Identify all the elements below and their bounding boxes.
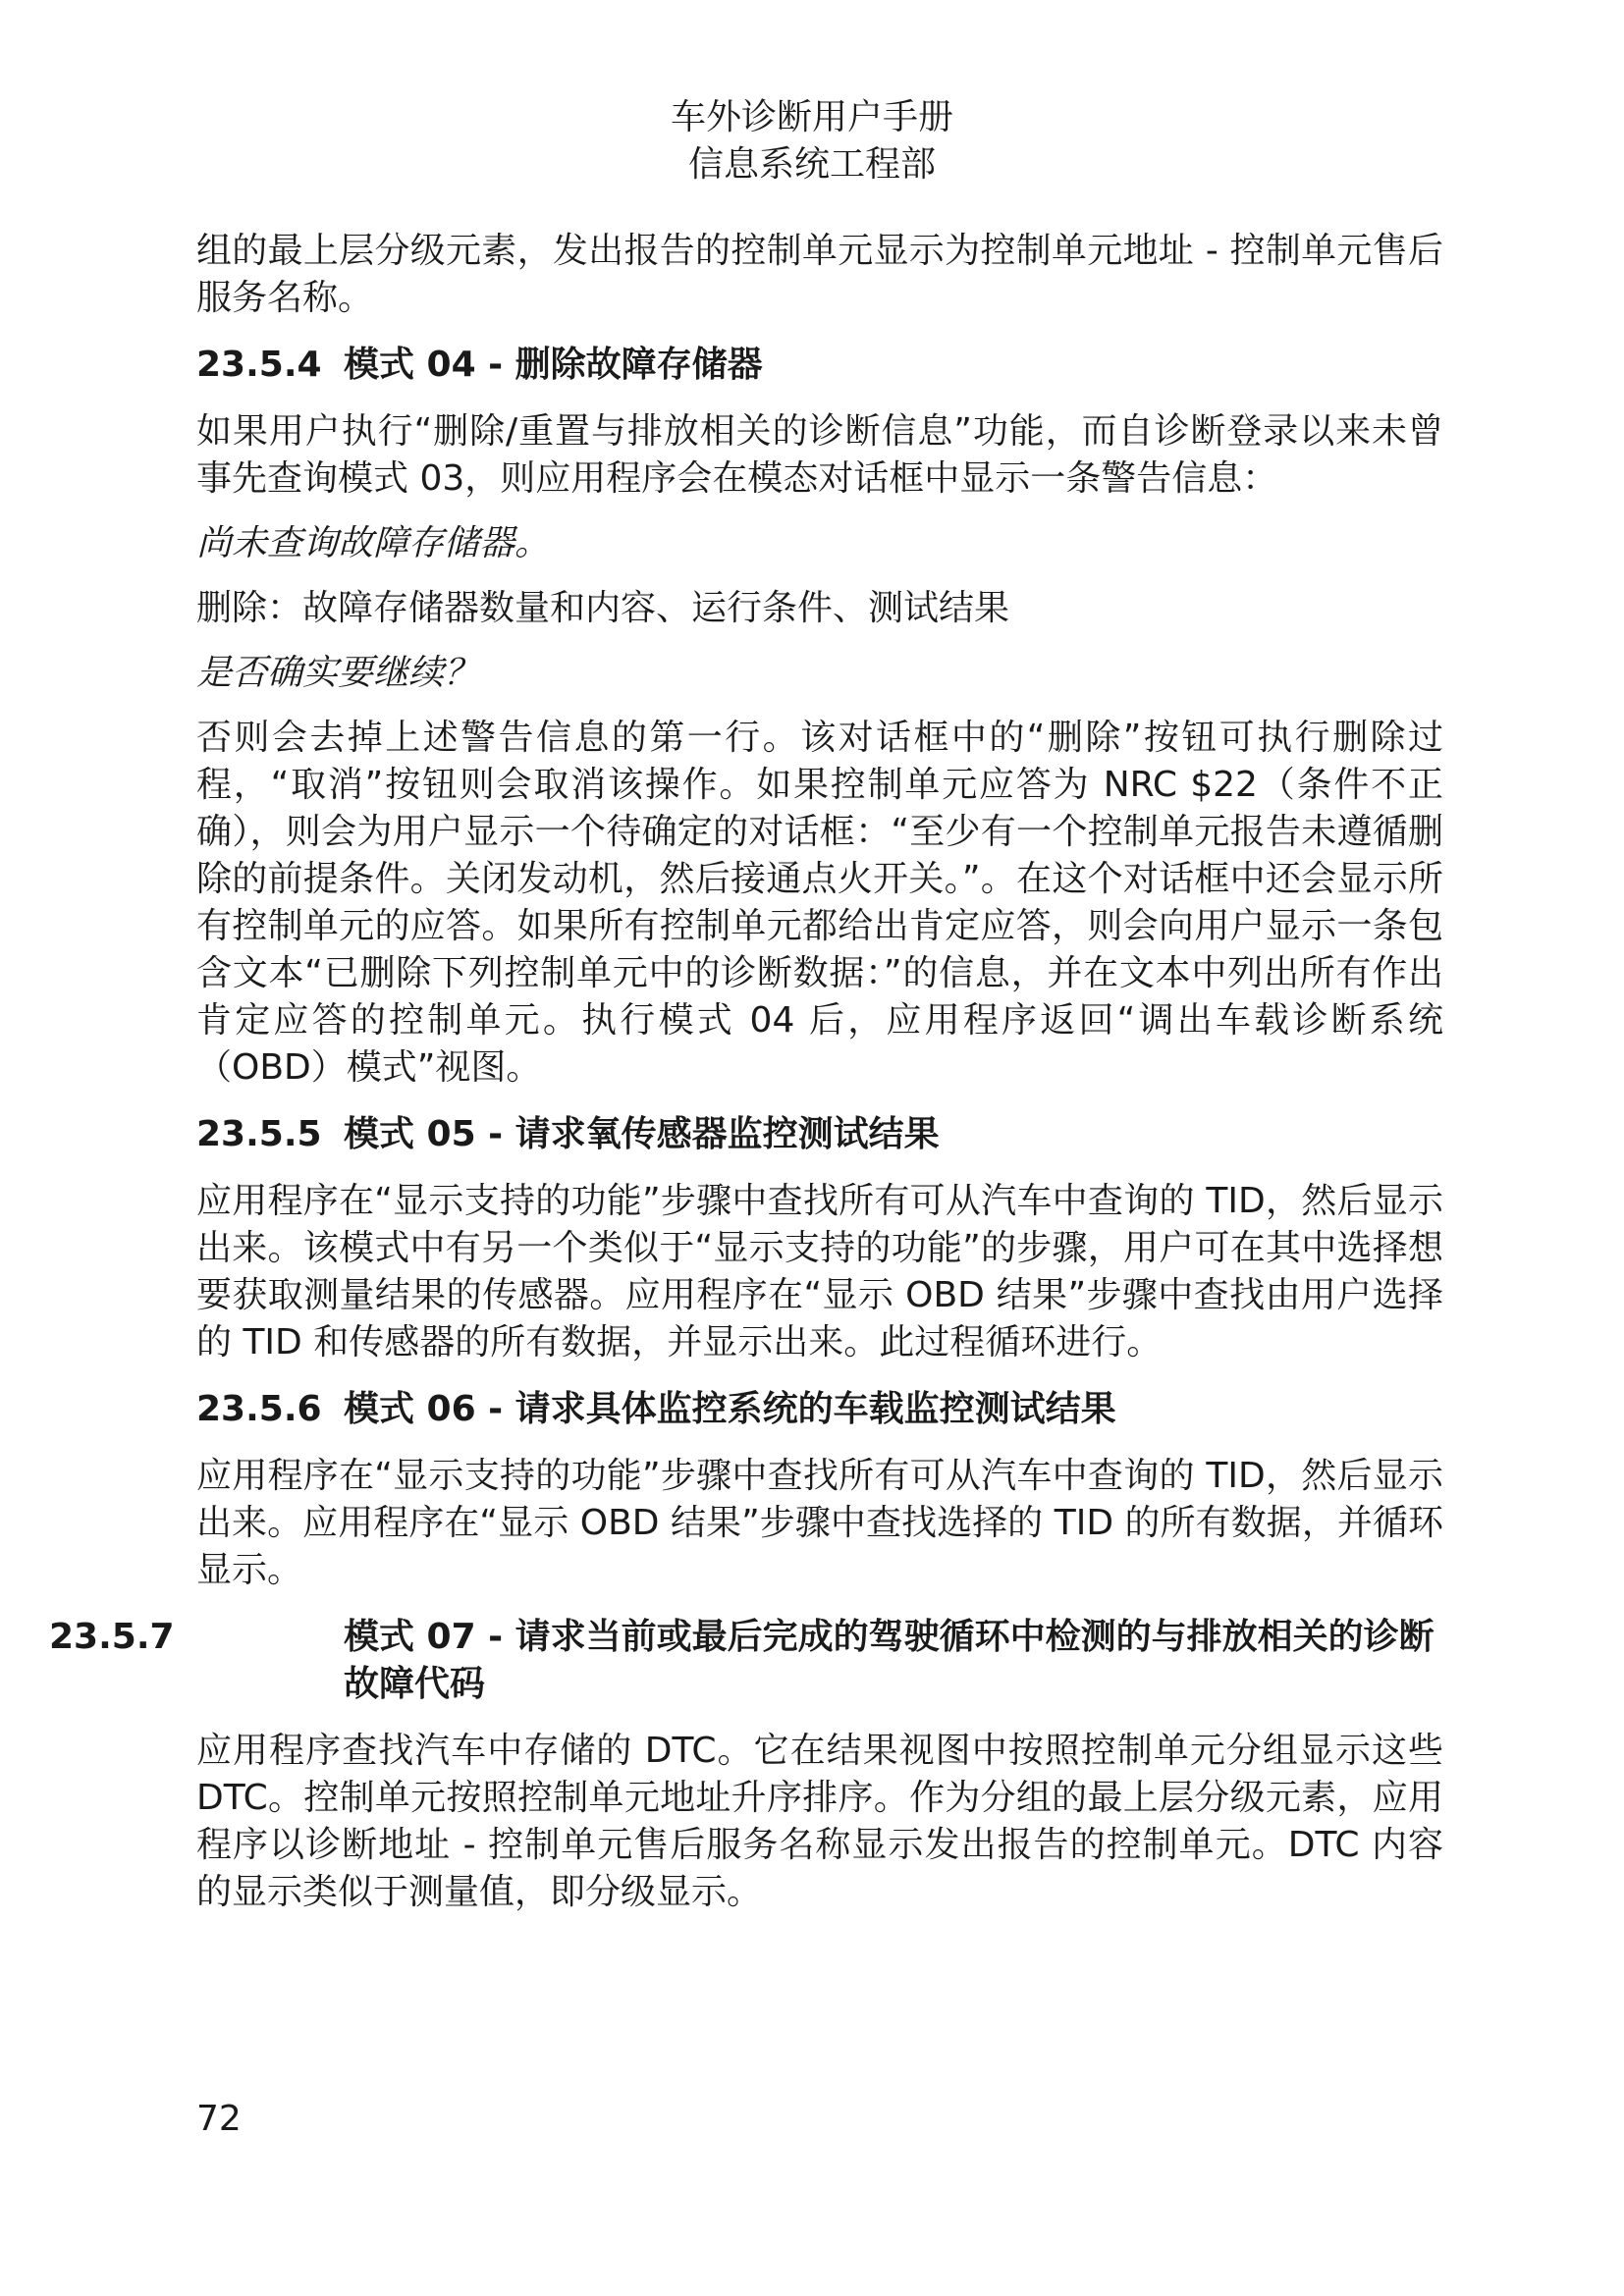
- header-department: 信息系统工程部: [687, 144, 936, 185]
- section-number: 23.5.7: [49, 1617, 175, 1657]
- paragraph: 应用程序查找汽车中存储的 DTC。它在结果视图中按照控制单元分组显示这些 DTC。控制单元按照控制单元地址升序排序。作为分组的最上层分级元素，应用程序以诊断地址 - 控制单元售后服务名称显示发出报告的控制单元。DTC 内容的显示类似于测量值，即分级显示。: [196, 1731, 1443, 1912]
- section-heading-23-5-7: [49, 1614, 1443, 1708]
- section-title: 模式 07 - 请求当前或最后完成的驾驶循环中检测的与排放相关的诊断故障代码: [344, 1617, 1435, 1704]
- section-heading-23-5-4: [196, 342, 1443, 389]
- paragraph: 否则会去掉上述警告信息的第一行。该对话框中的“删除”按钮可执行删除过程，“取消”按钮则会取消该操作。如果控制单元应答为 NRC $22（条件不正确），则会为用户显示一个待确定的对话框：“至少有一个控制单元报告未遵循删除的前提条件。关闭发动机，然后接通点火开关。”。在这个对话框中还会显示所有控制单元的应答。如果所有控制单元都给出肯定应答，则会向用户显示一条包含文本“已删除下列控制单元中的诊断数据：”的信息，并在文本中列出所有作出肯定应答的控制单元。执行模式 04 后，应用程序返回“调出车载诊断系统（OBD）模式”视图。: [196, 718, 1443, 1088]
- paragraph: 应用程序在“显示支持的功能”步骤中查找所有可从汽车中查询的 TID，然后显示出来。应用程序在“显示 OBD 结果”步骤中查找选择的 TID 的所有数据，并循环显示。: [196, 1456, 1443, 1590]
- main-content: [49, 228, 1443, 1936]
- page-number: 72: [196, 2099, 242, 2139]
- warning-line-3: 是否确实要继续？: [196, 653, 480, 693]
- section-heading-23-5-5: [196, 1111, 1443, 1158]
- section-number: 23.5.6: [196, 1389, 322, 1429]
- section-heading-23-5-6: [196, 1386, 1443, 1433]
- paragraph: 应用程序在“显示支持的功能”步骤中查找所有可从汽车中查询的 TID，然后显示出来。该模式中有另一个类似于“显示支持的功能”的步骤，用户可在其中选择想要获取测量结果的传感器。应用程序在“显示 OBD 结果”步骤中查找由用户选择的 TID 和传感器的所有数据，并显示出来。此过程循环进行。: [196, 1181, 1443, 1362]
- running-header: [0, 94, 1624, 188]
- section-title: 模式 06 - 请求具体监控系统的车载监控测试结果: [344, 1389, 1116, 1429]
- header-title: 车外诊断用户手册: [670, 97, 953, 137]
- intro-paragraph: 组的最上层分级元素，发出报告的控制单元显示为控制单元地址 - 控制单元售后服务名称。: [196, 231, 1443, 318]
- section-number: 23.5.4: [196, 345, 322, 385]
- section-number: 23.5.5: [196, 1114, 322, 1154]
- warning-line-2: 删除：故障存储器数量和内容、运行条件、测试结果: [196, 588, 1010, 628]
- paragraph: 如果用户执行“删除/重置与排放相关的诊断信息”功能，而自诊断登录以来未曾事先查询模式 03，则应用程序会在模态对话框中显示一条警告信息：: [196, 411, 1443, 499]
- section-title: 模式 05 - 请求氧传感器监控测试结果: [344, 1114, 940, 1154]
- warning-line-1: 尚未查询故障存储器。: [196, 523, 551, 563]
- section-title: 模式 04 - 删除故障存储器: [344, 345, 763, 385]
